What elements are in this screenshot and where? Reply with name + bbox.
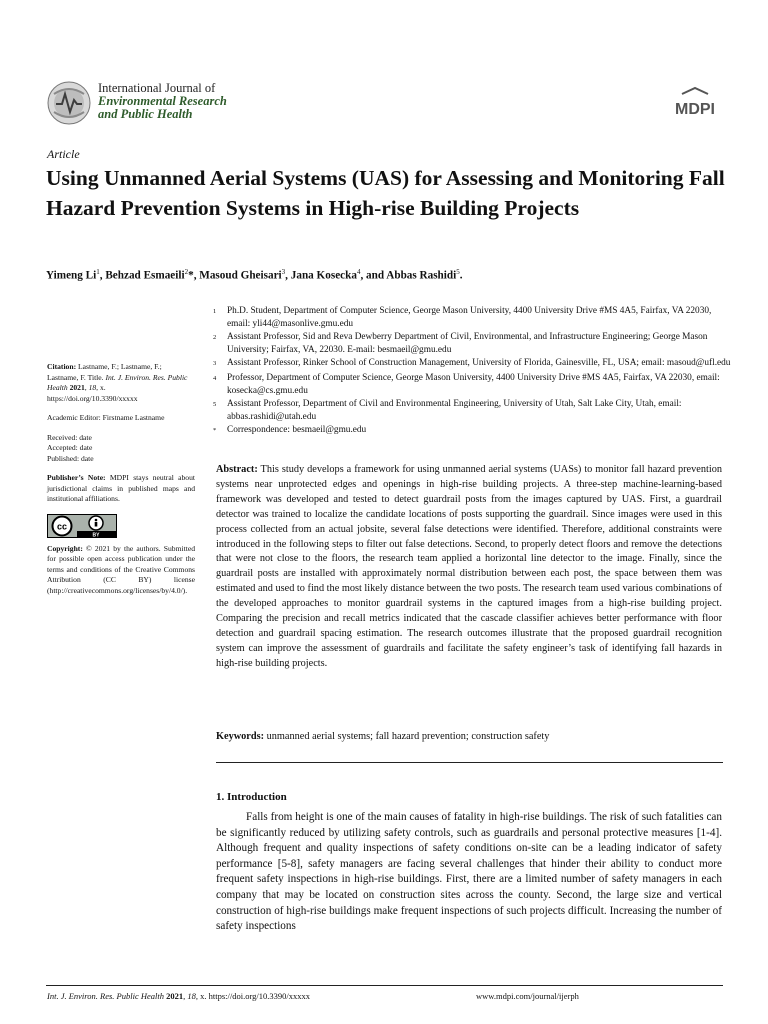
author-separator: ,: [99, 269, 106, 282]
author-affiliation-mark: 5: [456, 268, 460, 276]
affiliation-item: [213, 305, 733, 330]
publisher-note-text: MDPI stays neutral about jurisdictional claims in published maps and institutional affiliations.: [47, 473, 196, 503]
affiliation-number: 4: [213, 374, 217, 382]
affiliation-text: Ph.D. Student, Department of Computer Science, George Mason University, 4400 University Drive #MS 4A5, Fairfax, VA 22030, email: yli44@masonlive.gmu.edu: [227, 306, 712, 329]
author-affiliation-mark: 3: [281, 268, 286, 276]
keywords: [216, 730, 722, 744]
affiliation-item: [213, 424, 733, 438]
author-name: Jana Kosecka: [290, 269, 357, 282]
copyright-label: Copyright:: [47, 543, 83, 553]
citation-block: Citation: Lastname, F.; Lastname, F.; Lastname, F. Title. Int. J. Environ. Res. Public Health 2021, 18, x. https://doi.org/10.3390/xxxxx: [47, 362, 188, 403]
footer-journal: Int. J. Environ. Res. Public Health: [47, 991, 165, 1001]
footer-volume: 18: [187, 991, 196, 1001]
journal-name: [98, 82, 227, 121]
affiliation-list: [213, 305, 733, 439]
affiliation-number: *: [213, 427, 217, 435]
affiliation-item: [213, 398, 733, 423]
citation-year: 2021: [69, 383, 85, 392]
journal-name-line2: Environmental Research: [98, 94, 227, 108]
journal-name-line1: International Journal of: [98, 81, 216, 95]
svg-text:cc: cc: [56, 521, 68, 531]
mdpi-logo-icon: [668, 86, 722, 120]
citation-text: Lastname, F.; Lastname, F.; Lastname, F. Title.: [47, 362, 162, 382]
affiliation-text: Professor, Department of Computer Science, George Mason University, 4400 University Drive #MS 4A5, Fairfax, VA 22030, email: kosecka@cs.gmu.edu: [227, 372, 720, 396]
affiliation-number: 3: [213, 360, 217, 368]
affiliation-text: Assistant Professor, Sid and Reva Dewberry Department of Civil, Environmental, and Infrastructure Engineering; George Mason University; Fairfax, VA, 22030. E-mail: besmaeil@gmu.edu: [227, 332, 708, 355]
author-name: Behzad Esmaeili: [105, 269, 185, 282]
author-affiliation-mark: 2: [184, 268, 189, 276]
received-date: Received: date: [47, 432, 92, 442]
author-name: Abbas Rashidi: [386, 269, 457, 282]
author-separator: ,: [285, 269, 291, 282]
cc-by-license-icon[interactable]: [47, 514, 117, 538]
affiliation-number: 1: [213, 308, 217, 315]
sidebar-metadata: [47, 362, 195, 605]
published-date: Published: date: [47, 453, 94, 463]
section-heading-introduction: 1. Introduction: [216, 791, 287, 803]
cc-badge-by-text: BY: [92, 531, 100, 538]
introduction-paragraph: Falls from height is one of the main causes of fatality in high-rise buildings. The risk of such fatalities can be significantly reduced by utilizing safety controls, such as guardrails and personal protective measures [1-4]. Although frequent and quality inspections of safety conditions on-site can be a leading indicator of safety performance [5-8], safety managers are facing several challenges that hinder their ability to conduct more frequent safety inspections in high-rise buildings. First, there are a limited number of safety managers in each company that may be located on construction sites across the county. Second, the large size and vertical construction of high-rise buildings make frequent inspections of such projects difficult. Increasing the number of safety inspections: [216, 811, 722, 933]
author-separator: , and: [360, 269, 387, 282]
footer-doi: x. https://doi.org/10.3390/xxxxx: [200, 991, 311, 1001]
footer-journal-url[interactable]: www.mdpi.com/journal/ijerph: [476, 991, 579, 1001]
keywords-text: unmanned aerial systems; fall hazard prevention; construction safety: [266, 731, 550, 742]
citation-label: Citation:: [47, 362, 77, 371]
dates-block: [47, 433, 195, 465]
affiliation-number: 5: [213, 401, 217, 409]
article-type: Article: [47, 147, 80, 161]
author-name: Masoud Gheisari: [199, 269, 282, 282]
citation-volume: 18: [88, 383, 97, 392]
citation-journal: Int. J. Environ. Res. Public Health: [47, 372, 188, 392]
copyright-block: [47, 544, 195, 597]
journal-logo-icon: [46, 80, 92, 126]
accepted-date: Accepted: date: [47, 443, 93, 452]
author-separator: *,: [188, 269, 200, 282]
affiliation-item: [213, 372, 733, 397]
affiliation-number: 2: [213, 334, 217, 342]
author-separator: .: [459, 269, 463, 282]
author-affiliation-mark: 1: [96, 268, 100, 276]
footer-citation: Int. J. Environ. Res. Public Health 2021, 18, x. https://doi.org/10.3390/xxxxx: [47, 991, 311, 1001]
journal-name-line3: and Public Health: [98, 107, 193, 121]
affiliation-text: Assistant Professor, Department of Civil and Environmental Engineering, University of Utah, Salt Lake City, Utah, email: abbas.rashidi@utah.edu: [227, 399, 682, 422]
footer-divider: [46, 985, 723, 986]
publisher-note-label: Publisher’s Note:: [47, 473, 106, 482]
mdpi-logo-text: MDPI: [675, 101, 715, 118]
abstract-label: Abstract:: [216, 464, 258, 475]
keywords-label: Keywords:: [216, 731, 265, 742]
affiliation-text: Assistant Professor, Rinker School of Construction Management, University of Florida, Gainesville, FL, USA; email: masoud@ufl.edu: [227, 358, 731, 369]
affiliation-item: [213, 357, 733, 371]
section-divider: [216, 762, 723, 763]
abstract: [216, 463, 722, 672]
publisher-note: [47, 473, 195, 505]
author-affiliation-mark: 4: [356, 268, 361, 276]
copyright-text: © 2021 by the authors. Submitted for possible open access publication under the terms and conditions of the Creative Commons Attribution (CC BY) license (http://creativecommons.org/licenses/by/4.0/).: [47, 543, 195, 595]
paper-title: Using Unmanned Aerial Systems (UAS) for Assessing and Monitoring Fall Hazard Prevention Systems in High-rise Building Projects: [46, 166, 725, 220]
author-list: [46, 268, 463, 282]
academic-editor: Academic Editor: Firstname Lastname: [47, 413, 165, 422]
citation-doi: x. https://doi.org/10.3390/xxxxx: [47, 383, 138, 403]
affiliation-text: Correspondence: besmaeil@gmu.edu: [227, 425, 367, 436]
affiliation-item: [213, 331, 733, 356]
footer-year: 2021: [166, 991, 184, 1001]
author-name: Yimeng Li: [46, 269, 97, 282]
abstract-text: This study develops a framework for using unmanned aerial systems (UASs) to monitor fall hazard prevention systems near unprotected edges and openings in high-rise building projects. A three-step machine-learning-based framework was developed and tested to detect guardrail posts from the images captured by UAS. First, a guardrail detector was trained to localize the candidate locations of posts supporting the guardrail. Since images were used in this process collected from an actual jobsite, several false detections were identified. Therefore, additional constraints were introduced in the following steps to filter out false detections. Second, to properly detect floors and remove the detections that were not close to the floors, the research team applied a horizontal line detector to the image. Finally, since the guardrail posts are installed with approximately normal distribution between each post, the space between them was estimated and used to find the most likely distance between the two posts. The research team used various combinations of the developed approaches to monitor guardrail systems in the captured images from a high-rise building project. Comparing the precision and recall metrics indicated that the cascade classifier achieves better performance with floor detection and guardrail spacing estimation. The research outcomes illustrate that the proposed guardrail recognition system can improve the assessment of guardrails and facilitate the safety engineer’s task of identifying fall hazards in high-rise building projects.: [216, 464, 723, 669]
